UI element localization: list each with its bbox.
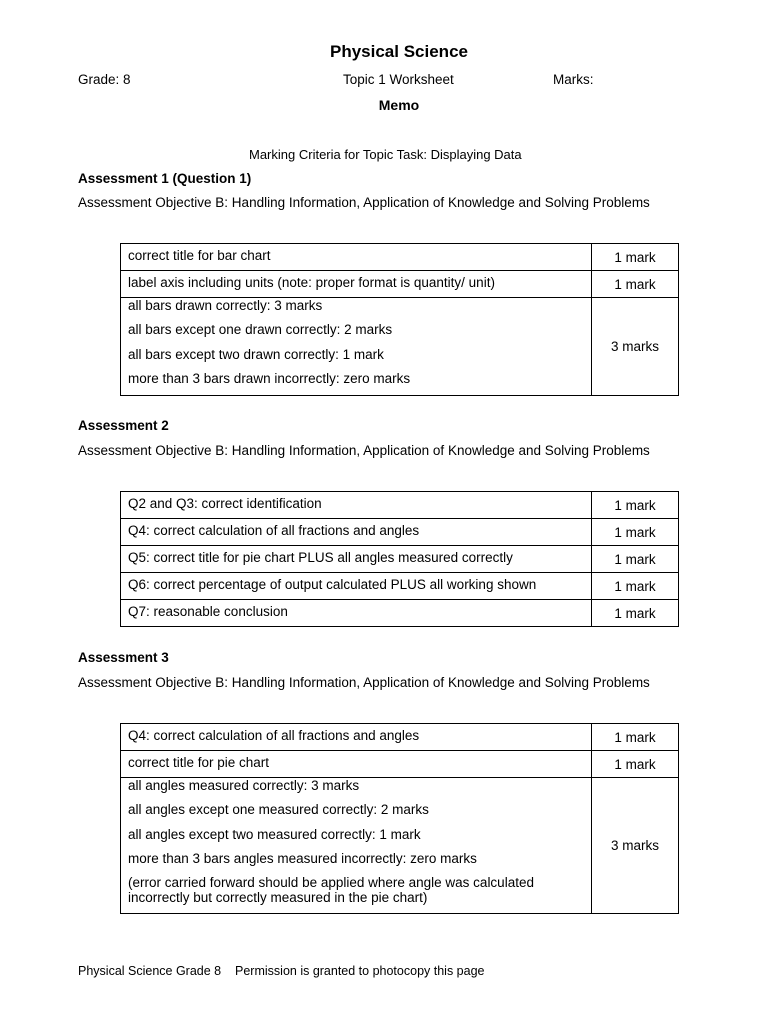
criterion-line: all angles except one measured correctly: 2 marks [128, 802, 429, 817]
mark-cell: 1 mark [592, 600, 679, 627]
criterion-note: (error carried forward should be applied where angle was calculated incorrectly but correctly measured in the pie chart) [128, 874, 534, 905]
mark-cell: 1 mark [592, 244, 679, 271]
mark-cell: 1 mark [592, 724, 679, 751]
criterion-cell: Q7: reasonable conclusion [121, 600, 592, 627]
mark-cell: 3 marks [592, 298, 679, 396]
assessment-1-table [120, 243, 679, 396]
intro-text: Marking Criteria for Topic Task: Displaying Data [249, 147, 522, 162]
assessment-2-objective: Assessment Objective B: Handling Information, Application of Knowledge and Solving Problems [78, 443, 650, 458]
mark-cell: 1 mark [592, 573, 679, 600]
table-row [121, 751, 679, 778]
criterion-cell: label axis including units (note: proper format is quantity/ unit) [121, 271, 592, 298]
assessment-1-objective: Assessment Objective B: Handling Information, Application of Knowledge and Solving Problems [78, 195, 650, 210]
criterion-cell: correct title for bar chart [121, 244, 592, 271]
marks-label: Marks: [553, 72, 594, 87]
mark-cell: 1 mark [592, 271, 679, 298]
table-row [121, 724, 679, 751]
table-row [121, 492, 679, 519]
criterion-cell-multi [121, 778, 592, 914]
criterion-line: all bars drawn correctly: 3 marks [128, 298, 323, 313]
criterion-line: all angles except two measured correctly: 1 mark [128, 826, 421, 842]
mark-cell: 3 marks [592, 778, 679, 914]
table-row [121, 573, 679, 600]
criterion-cell: Q6: correct percentage of output calculated PLUS all working shown [121, 573, 592, 600]
assessment-3-table [120, 723, 679, 914]
criterion-cell: Q4: correct calculation of all fractions and angles [121, 724, 592, 751]
mark-cell: 1 mark [592, 519, 679, 546]
table-row [121, 298, 679, 396]
criterion-cell: correct title for pie chart [121, 751, 592, 778]
page-title: Physical Science [330, 42, 468, 61]
mark-cell: 1 mark [592, 751, 679, 778]
criterion-line: more than 3 bars angles measured incorrectly: zero marks [128, 850, 477, 866]
criterion-cell: Q4: correct calculation of all fractions and angles [121, 519, 592, 546]
criterion-line: all angles measured correctly: 3 marks [128, 778, 360, 793]
grade-label: Grade: 8 [78, 72, 131, 87]
page-footer: Physical Science Grade 8 Permission is granted to photocopy this page [78, 964, 485, 978]
criterion-cell: Q2 and Q3: correct identification [121, 492, 592, 519]
table-row [121, 271, 679, 298]
criterion-cell-multi [121, 298, 592, 396]
criterion-line: all bars except two drawn correctly: 1 mark [128, 346, 384, 362]
assessment-2-table [120, 491, 679, 627]
assessment-3-objective: Assessment Objective B: Handling Information, Application of Knowledge and Solving Problems [78, 675, 650, 690]
assessment-1-heading: Assessment 1 (Question 1) [78, 171, 252, 186]
mark-cell: 1 mark [592, 492, 679, 519]
memo-heading: Memo [378, 97, 420, 113]
mark-cell: 1 mark [592, 546, 679, 573]
table-row [121, 519, 679, 546]
assessment-3-heading: Assessment 3 [78, 650, 169, 665]
table-row [121, 244, 679, 271]
topic-label: Topic 1 Worksheet [343, 72, 454, 87]
assessment-2-heading: Assessment 2 [78, 418, 169, 433]
criterion-line: more than 3 bars drawn incorrectly: zero marks [128, 370, 411, 386]
table-row [121, 778, 679, 914]
criterion-cell: Q5: correct title for pie chart PLUS all angles measured correctly [121, 546, 592, 573]
criterion-line: all bars except one drawn correctly: 2 marks [128, 322, 393, 337]
table-row [121, 546, 679, 573]
table-row [121, 600, 679, 627]
